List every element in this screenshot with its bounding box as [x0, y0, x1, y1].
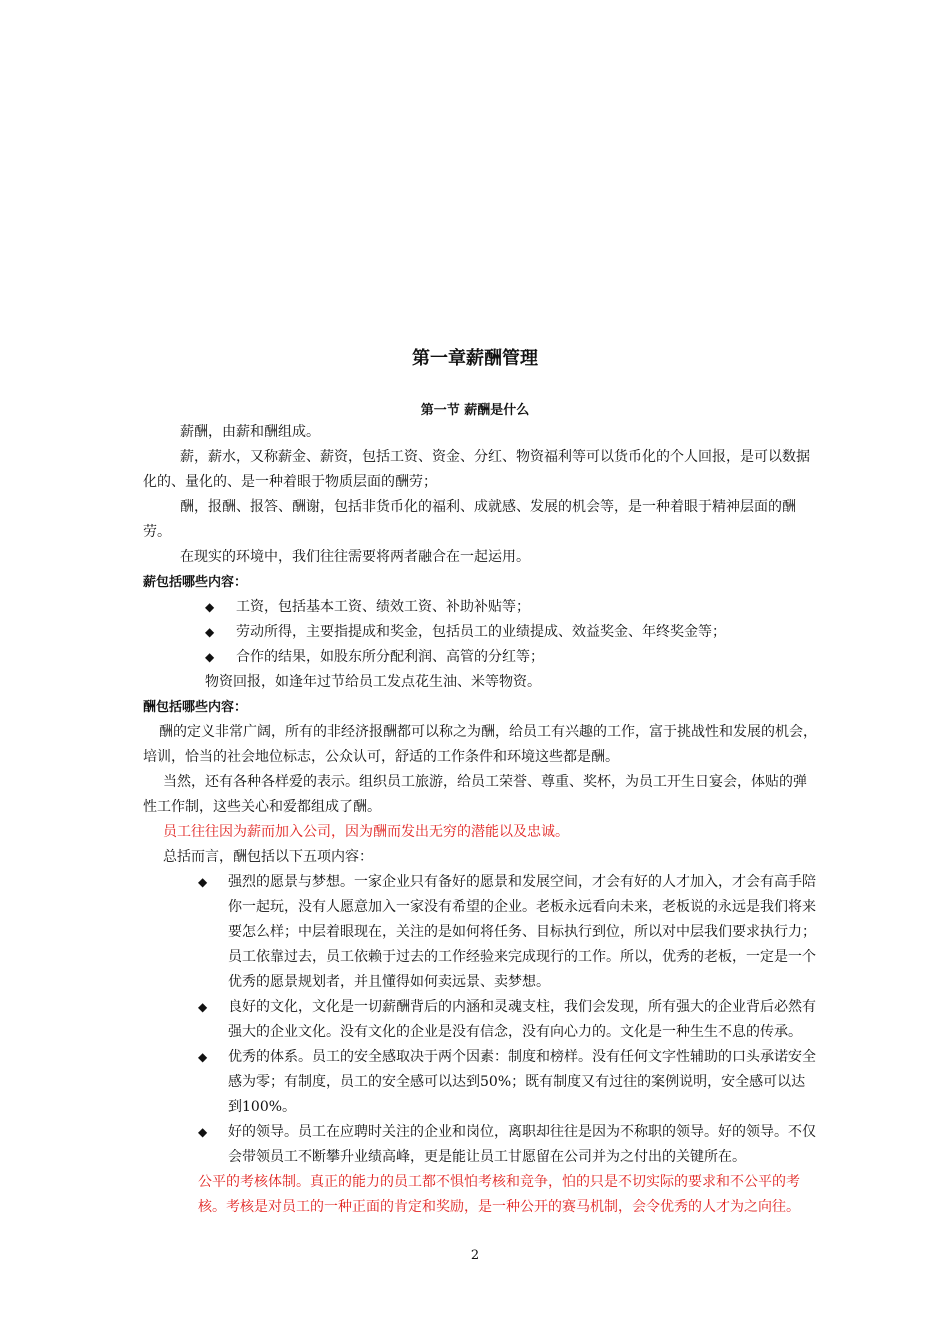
reward-item-text: 优秀的体系。员工的安全感取决于两个因素：制度和榜样。没有任何文字性辅助的口头承诺安全感为零；有制度，员工的安全感可以达到50%；既有制度又有过往的案例说明，安全感可以达到100%。	[228, 1049, 816, 1115]
salary-list-item	[143, 595, 818, 620]
reward-paragraph: 酬的定义非常广阔，所有的非经济报酬都可以称之为酬，给员工有兴趣的工作，富于挑战性和发展的机会，培训，恰当的社会地位标志，公众认可，舒适的工作条件和环境这些都是酬。	[143, 724, 817, 765]
reward-item-text: 好的领导。员工在应聘时关注的企业和岗位，离职却往往是因为不称职的领导。好的领导。不仅会带领员工不断攀升业绩高峰，更是能让员工甘愿留在公司并为之付出的关键所在。	[228, 1124, 816, 1165]
salary-item-text: 劳动所得，主要指提成和奖金，包括员工的业绩提成、效益奖金、年终奖金等；	[236, 624, 726, 640]
diamond-bullet-icon: ◆	[198, 1000, 208, 1014]
fair-assessment-highlight: 公平的考核体制。真正的能力的员工都不惧怕考核和竞争，怕的只是不切实际的要求和不公平的考核。考核是对员工的一种正面的肯定和奖励，是一种公开的赛马机制，会令优秀的人才为之向往。	[198, 1174, 800, 1215]
reward-list-item	[143, 1120, 818, 1170]
salary-list-item	[143, 620, 818, 645]
diamond-bullet-icon: ◆	[205, 600, 215, 614]
salary-item-text: 合作的结果，如股东所分配利润、高管的分红等；	[236, 649, 544, 665]
diamond-bullet-icon: ◆	[198, 1125, 208, 1139]
salary-item-text: 工资，包括基本工资、绩效工资、补助补贴等；	[236, 599, 530, 615]
section-title: 第一节 薪酬是什么	[420, 403, 530, 418]
diamond-bullet-icon: ◆	[205, 650, 215, 664]
reward-list-item	[143, 870, 818, 995]
document-body	[143, 420, 818, 1220]
diamond-bullet-icon: ◆	[205, 625, 215, 639]
reward-item-text: 强烈的愿景与梦想。一家企业只有备好的愿景和发展空间，才会有好的人才加入，才会有高手陪你一起玩，没有人愿意加入一家没有希望的企业。老板永远看向未来，老板说的永远是我们将来要怎么样；中层着眼现在，关注的是如何将任务、目标执行到位，所以对中层我们要求执行力；员工依靠过去，员工依赖于过去的工作经验来完成现行的工作。所以，优秀的老板，一定是一个优秀的愿景规划者，并且懂得如何卖远景、卖梦想。	[228, 874, 816, 990]
reward-list-item	[143, 995, 818, 1045]
intro-paragraph: 薪酬，由薪和酬组成。	[180, 424, 320, 440]
reward-item-text: 良好的文化，文化是一切薪酬背后的内涵和灵魂支柱，我们会发现，所有强大的企业背后必然有强大的企业文化。没有文化的企业是没有信念，没有向心力的。文化是一种生生不息的传承。	[228, 999, 816, 1040]
page-number: 2	[470, 1248, 480, 1263]
intro-paragraph: 薪，薪水，又称薪金、薪资，包括工资、资金、分红、物资福利等可以货币化的个人回报，是可以数据化的、量化的、是一种着眼于物质层面的酬劳；	[143, 449, 810, 490]
reward-highlight: 员工往往因为薪而加入公司，因为酬而发出无穷的潜能以及忠诚。	[163, 824, 569, 840]
reward-heading: 酬包括哪些内容：	[143, 700, 248, 715]
reward-list-item	[143, 1045, 818, 1120]
salary-heading: 薪包括哪些内容：	[143, 575, 248, 590]
salary-list-item	[143, 645, 818, 670]
salary-extra-item: 物资回报，如逢年过节给员工发点花生油、米等物资。	[205, 674, 541, 690]
diamond-bullet-icon: ◆	[198, 1050, 208, 1064]
intro-paragraph: 酬，报酬、报答、酬谢，包括非货币化的福利、成就感、发展的机会等，是一种着眼于精神层面的酬劳。	[143, 499, 796, 540]
intro-paragraph: 在现实的环境中，我们往往需要将两者融合在一起运用。	[180, 549, 530, 565]
chapter-title: 第一章薪酬管理	[412, 348, 538, 369]
diamond-bullet-icon: ◆	[198, 875, 208, 889]
reward-paragraph: 当然，还有各种各样爱的表示。组织员工旅游，给员工荣誉、尊重、奖杯，为员工开生日宴会，体贴的弹性工作制，这些关心和爱都组成了酬。	[143, 774, 807, 815]
summary-line: 总括而言，酬包括以下五项内容：	[163, 849, 373, 865]
